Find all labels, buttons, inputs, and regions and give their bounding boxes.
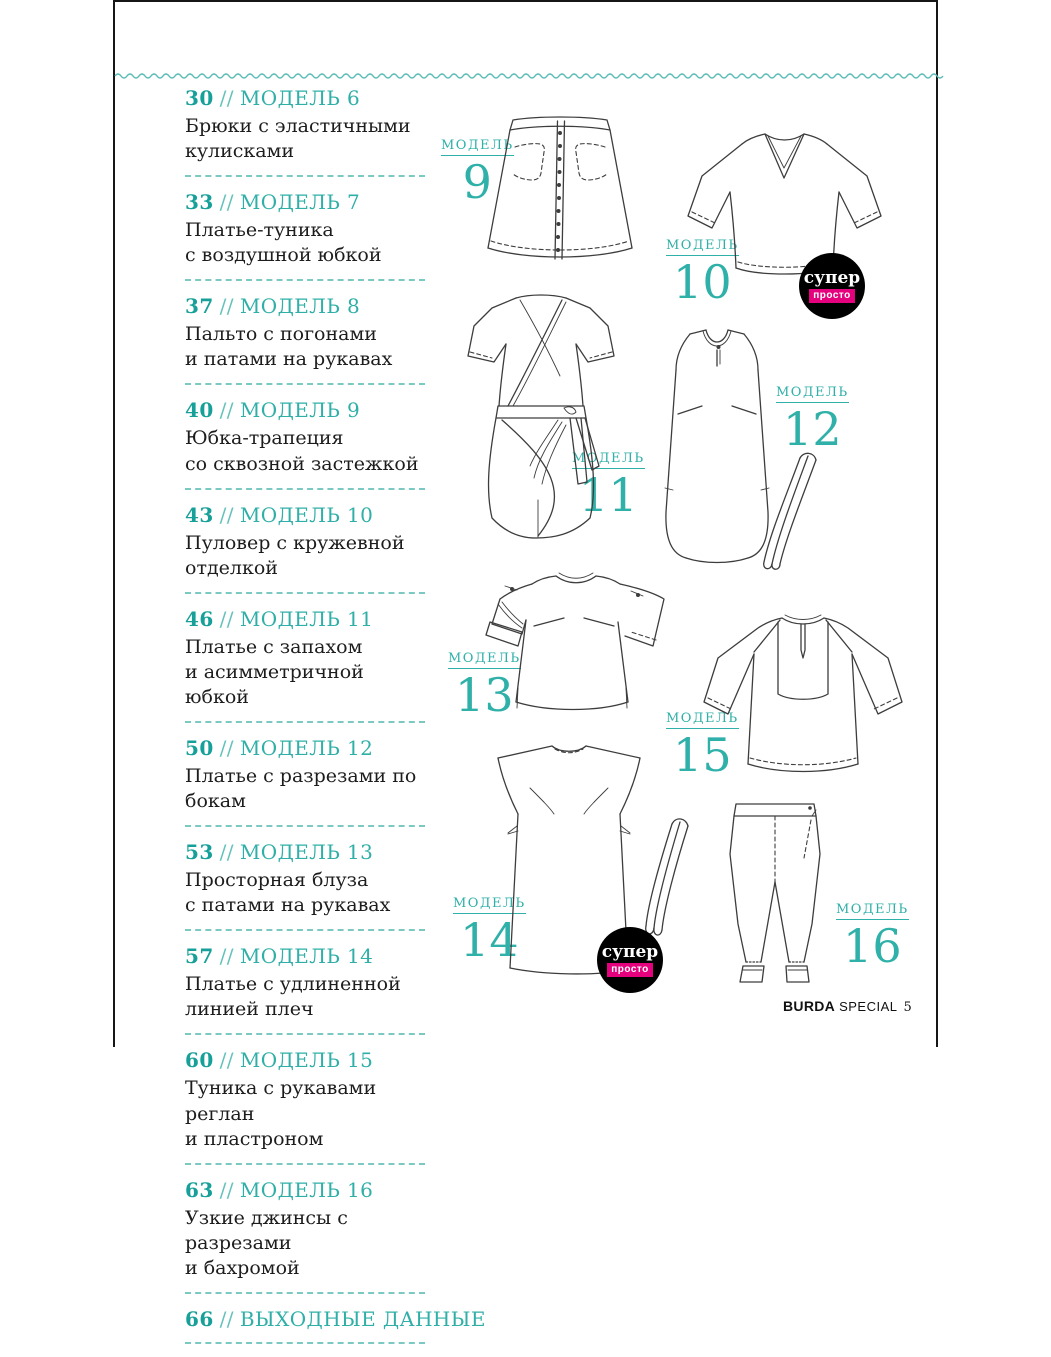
page-footer	[783, 998, 912, 1016]
page-border-right	[936, 0, 938, 1047]
wavy-divider	[115, 69, 936, 81]
toc-entry-model-8: 37 // МОДЕЛЬ 8 Пальто с погонами и патами на рукавах	[185, 294, 425, 385]
toc-entry-model-12: 50 // МОДЕЛЬ 12 Платье с разрезами по бокам	[185, 736, 425, 827]
page-border-top	[113, 0, 938, 2]
super-simple-badge: супер просто	[597, 927, 663, 993]
toc-entry-imprint: 66 // ВЫХОДНЫЕ ДАННЫЕ	[185, 1307, 425, 1344]
model-label-11: МОДЕЛЬ 11	[572, 451, 645, 522]
model-16-jeans-sketch	[716, 794, 834, 990]
model-label-16: МОДЕЛЬ 16	[836, 902, 909, 973]
model-label-13: МОДЕЛЬ 13	[448, 651, 521, 722]
model-9-skirt-sketch	[480, 112, 640, 264]
dashed-separator	[185, 721, 425, 723]
dashed-separator	[185, 825, 425, 827]
page-number: 5	[903, 1000, 912, 1015]
toc-entry-model-7: 33 // МОДЕЛЬ 7 Платье-туника с воздушной юбкой	[185, 190, 425, 281]
dashed-separator	[185, 279, 425, 281]
dashed-separator	[185, 175, 425, 177]
super-simple-badge: супер просто	[799, 253, 865, 319]
page-border-left	[113, 0, 115, 1047]
dashed-separator	[185, 488, 425, 490]
toc-entry-model-13: 53 // МОДЕЛЬ 13 Просторная блуза с патами на рукавах	[185, 840, 425, 931]
model-label-15: МОДЕЛЬ 15	[666, 711, 739, 782]
brand-name: BURDA	[783, 998, 836, 1014]
dashed-separator	[185, 592, 425, 594]
model-label-14: МОДЕЛЬ 14	[453, 896, 526, 967]
toc-entry-model-11: 46 // МОДЕЛЬ 11 Платье с запахом и асимметричной юбкой	[185, 607, 425, 723]
dashed-separator	[185, 929, 425, 931]
model-12-belt-sketch	[756, 452, 828, 570]
dashed-separator	[185, 383, 425, 385]
table-of-contents	[185, 86, 486, 1357]
series-name: SPECIAL	[839, 999, 898, 1014]
model-label-10: МОДЕЛЬ 10	[666, 238, 739, 309]
toc-entry-model-15: 60 // МОДЕЛЬ 15 Туника с рукавами реглан и пластроном	[185, 1048, 425, 1164]
toc-entry-model-14: 57 // МОДЕЛЬ 14 Платье с удлиненной линией плеч	[185, 944, 425, 1035]
dashed-separator	[185, 1163, 425, 1165]
toc-entry-model-6: 30 // МОДЕЛЬ 6 Брюки с эластичными кулисками	[185, 86, 425, 177]
toc-entry-model-16: 63 // МОДЕЛЬ 16 Узкие джинсы с разрезами и бахромой	[185, 1178, 425, 1294]
dashed-separator	[185, 1342, 425, 1344]
dashed-separator	[185, 1033, 425, 1035]
model-11-wrap-dress-sketch	[450, 292, 632, 538]
dashed-separator	[185, 1292, 425, 1294]
toc-entry-model-9: 40 // МОДЕЛЬ 9 Юбка-трапеция со сквозной застежкой	[185, 398, 425, 489]
model-13-blouse-sketch	[468, 562, 680, 720]
model-label-9: МОДЕЛЬ 9	[441, 138, 514, 209]
toc-entry-model-10: 43 // МОДЕЛЬ 10 Пуловер с кружевной отделкой	[185, 503, 425, 594]
model-14-belt-sketch	[638, 818, 696, 938]
model-15-tunic-sketch	[700, 606, 905, 778]
model-label-12: МОДЕЛЬ 12	[776, 385, 849, 456]
